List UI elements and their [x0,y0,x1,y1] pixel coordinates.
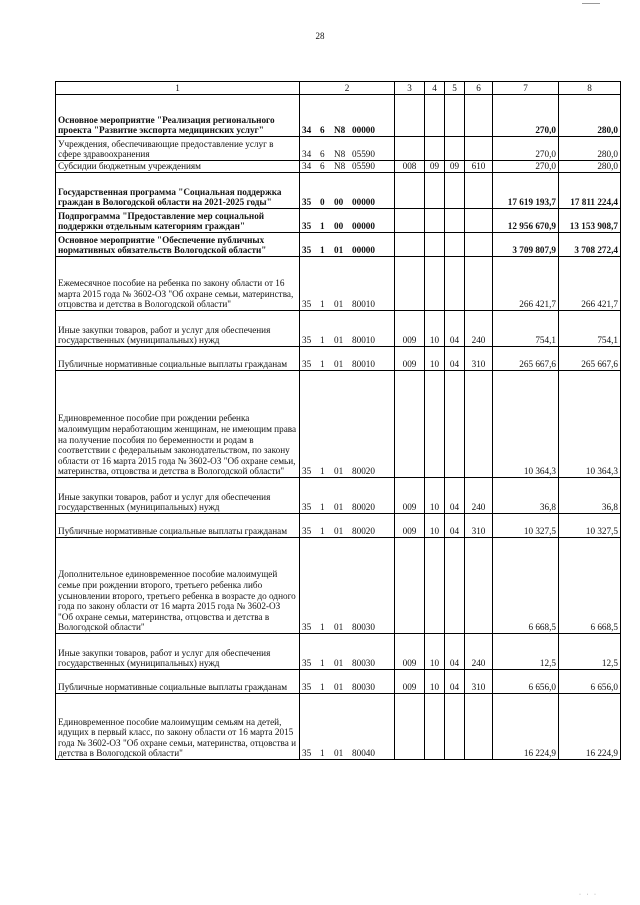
row-value7-cell: 3 709 807,9 [493,233,559,257]
header-cell: 8 [559,82,621,95]
row-col4-cell [425,233,445,257]
table-row [56,209,621,233]
footer-mark: · · · [579,892,598,898]
code-part: 1 [320,658,325,669]
table-row [56,95,621,137]
row-col5-cell [445,233,465,257]
row-col3-cell: 009 [395,670,425,694]
row-col6-cell [465,538,493,634]
row-col5-cell [445,95,465,137]
row-col4-cell [425,694,445,760]
row-col5-cell: 04 [445,478,465,514]
row-col5-cell: 04 [445,347,465,371]
code-part: 34 [302,149,312,160]
row-code-cell [300,209,395,233]
table-row [56,137,621,161]
code-part: 00 [334,197,344,208]
code-part: N8 [334,125,346,136]
row-name-cell: Дополнительное единовременное пособие малоимущей семье при рождении второго, третьего ребенка либо усыновлении второго, третьего ребенка в возрасте до одного года по закону области от 16 марта 2015 года № 3602-ОЗ "Об охране семьи, материнства, отцовства и детства в Вологодской области" [56,538,300,634]
row-col6-cell: 240 [465,478,493,514]
code-part: 1 [320,526,325,537]
code-part: 35 [302,335,312,346]
code-part: 35 [302,526,312,537]
code-part: 01 [334,748,344,759]
row-name-cell: Единовременное пособие при рождении ребенка малоимущим неработающим женщинам, не имеющим права на получение пособия по беременности и родам в соответствии с федеральным законодательством, по закону области от 16 марта 2015 года № 3602-ОЗ "Об охране семьи, материнства, отцовства и детства в Вологодской области" [56,371,300,478]
code-part: 00000 [352,197,375,208]
row-col4-cell [425,209,445,233]
row-name-cell: Публичные нормативные социальные выплаты гражданам [56,347,300,371]
row-col3-cell [395,95,425,137]
code-part: 1 [320,748,325,759]
row-value8-cell: 265 667,6 [559,347,621,371]
row-name-cell: Иные закупки товаров, работ и услуг для обеспечения государственных (муниципальных) нужд [56,311,300,347]
row-value7-cell: 270,0 [493,161,559,173]
row-value8-cell: 17 811 224,4 [559,173,621,209]
row-code-cell [300,257,395,311]
code-part: 34 [302,125,312,136]
code-part: 1 [320,335,325,346]
row-code-cell [300,311,395,347]
row-col4-cell: 10 [425,347,445,371]
row-col6-cell: 310 [465,670,493,694]
header-cell: 2 [300,82,395,95]
row-name-cell: Государственная программа "Социальная поддержка граждан в Вологодской области на 2021-2025 годы" [56,173,300,209]
row-name-cell: Публичные нормативные социальные выплаты гражданам [56,670,300,694]
row-value7-cell: 12 956 670,9 [493,209,559,233]
row-code-cell [300,95,395,137]
budget-table [55,81,621,760]
code-part: 1 [320,245,325,256]
row-col5-cell: 04 [445,311,465,347]
code-part: 1 [320,299,325,310]
table-row [56,173,621,209]
row-col3-cell [395,257,425,311]
row-value7-cell: 10 327,5 [493,514,559,538]
code-part: 80020 [352,466,375,477]
row-code-cell [300,514,395,538]
row-col6-cell [465,257,493,311]
row-col5-cell [445,538,465,634]
row-col5-cell: 09 [445,161,465,173]
code-part: 6 [320,125,325,136]
row-col4-cell: 10 [425,478,445,514]
row-col4-cell: 10 [425,514,445,538]
row-code-cell [300,478,395,514]
row-name-cell: Иные закупки товаров, работ и услуг для обеспечения государственных (муниципальных) нужд [56,634,300,670]
row-code-cell [300,538,395,634]
row-col3-cell [395,371,425,478]
row-value8-cell: 10 364,3 [559,371,621,478]
row-col5-cell: 04 [445,514,465,538]
code-part: N8 [334,149,346,160]
code-part: 1 [320,359,325,370]
row-col3-cell: 009 [395,514,425,538]
row-name-cell: Ежемесячное пособие на ребенка по закону области от 16 марта 2015 года № 3602-ОЗ "Об охране семьи, материнства, отцовства и детства в Вологодской области" [56,257,300,311]
row-col6-cell [465,137,493,161]
row-value7-cell: 270,0 [493,137,559,161]
page-number: 28 [315,31,325,41]
row-code-cell [300,371,395,478]
row-col3-cell [395,538,425,634]
code-part: 01 [334,622,344,633]
code-part: 35 [302,359,312,370]
code-part: 6 [320,161,325,172]
row-col5-cell: 04 [445,634,465,670]
row-code-cell [300,173,395,209]
code-part: N8 [334,161,346,172]
row-name-cell: Публичные нормативные социальные выплаты гражданам [56,514,300,538]
row-name-cell: Основное мероприятие "Реализация регионального проекта "Развитие экспорта медицинских услуг" [56,95,300,137]
code-part: 35 [302,658,312,669]
row-col6-cell [465,95,493,137]
code-part: 80030 [352,658,375,669]
row-value7-cell: 36,8 [493,478,559,514]
row-value7-cell: 17 619 193,7 [493,173,559,209]
row-name-cell: Подпрограмма "Предоставление мер социальной поддержки отдельным категориям граждан" [56,209,300,233]
code-part: 01 [334,245,344,256]
table-row [56,670,621,694]
code-part: 35 [302,299,312,310]
code-part: 1 [320,466,325,477]
row-col5-cell [445,137,465,161]
code-part: 01 [334,466,344,477]
row-code-cell [300,347,395,371]
code-part: 1 [320,221,325,232]
code-part: 80010 [352,299,375,310]
code-part: 80030 [352,682,375,693]
row-col5-cell [445,173,465,209]
code-part: 80010 [352,335,375,346]
code-part: 0 [320,197,325,208]
header-cell: 5 [445,82,465,95]
top-edge-mark [582,0,600,4]
row-col3-cell [395,173,425,209]
header-cell: 4 [425,82,445,95]
row-col4-cell [425,173,445,209]
row-value7-cell: 270,0 [493,95,559,137]
row-col4-cell [425,538,445,634]
row-col4-cell [425,137,445,161]
header-cell: 7 [493,82,559,95]
code-part: 35 [302,466,312,477]
row-col6-cell [465,233,493,257]
code-part: 05590 [352,161,375,172]
row-value7-cell: 754,1 [493,311,559,347]
row-col3-cell: 008 [395,161,425,173]
code-part: 01 [334,658,344,669]
table-row [56,514,621,538]
row-value8-cell: 13 153 908,7 [559,209,621,233]
row-col6-cell [465,209,493,233]
row-value8-cell: 280,0 [559,161,621,173]
code-part: 35 [302,197,312,208]
row-value7-cell: 6 668,5 [493,538,559,634]
table-row [56,311,621,347]
header-cell: 1 [56,82,300,95]
row-value8-cell: 12,5 [559,634,621,670]
row-col6-cell: 310 [465,347,493,371]
row-value8-cell: 10 327,5 [559,514,621,538]
row-name-cell: Иные закупки товаров, работ и услуг для обеспечения государственных (муниципальных) нужд [56,478,300,514]
row-col3-cell: 009 [395,347,425,371]
row-col4-cell [425,95,445,137]
row-col6-cell [465,694,493,760]
table-row [56,233,621,257]
code-part: 35 [302,502,312,513]
code-part: 01 [334,299,344,310]
code-part: 01 [334,682,344,693]
code-part: 80040 [352,748,375,759]
row-col3-cell [395,233,425,257]
row-value8-cell: 6 656,0 [559,670,621,694]
row-col4-cell: 10 [425,311,445,347]
row-code-cell [300,634,395,670]
row-col5-cell [445,371,465,478]
table-row [56,538,621,634]
row-value7-cell: 10 364,3 [493,371,559,478]
code-part: 01 [334,526,344,537]
code-part: 00000 [352,221,375,232]
table-row [56,371,621,478]
code-part: 1 [320,622,325,633]
row-col4-cell: 10 [425,634,445,670]
row-col6-cell [465,173,493,209]
row-col5-cell: 04 [445,670,465,694]
row-value8-cell: 36,8 [559,478,621,514]
table-row [56,347,621,371]
row-value7-cell: 265 667,6 [493,347,559,371]
table-row [56,694,621,760]
row-value8-cell: 280,0 [559,95,621,137]
code-part: 00000 [352,245,375,256]
row-col5-cell [445,209,465,233]
row-col3-cell: 009 [395,478,425,514]
code-part: 01 [334,502,344,513]
header-row [56,82,621,95]
row-col3-cell [395,209,425,233]
row-code-cell [300,137,395,161]
code-part: 1 [320,502,325,513]
row-value8-cell: 16 224,9 [559,694,621,760]
row-col6-cell [465,371,493,478]
row-name-cell: Единовременное пособие малоимущим семьям на детей, идущих в первый класс, по закону области от 16 марта 2015 года № 3602-ОЗ "Об охране семьи, материнства, отцовства и детства в Вологодской области" [56,694,300,760]
row-col4-cell: 10 [425,670,445,694]
row-value8-cell: 266 421,7 [559,257,621,311]
code-part: 6 [320,149,325,160]
table-row [56,161,621,173]
row-code-cell [300,161,395,173]
code-part: 80010 [352,359,375,370]
row-code-cell [300,694,395,760]
row-name-cell: Субсидии бюджетным учреждениям [56,161,300,173]
row-col6-cell: 610 [465,161,493,173]
row-value8-cell: 6 668,5 [559,538,621,634]
code-part: 34 [302,161,312,172]
row-col5-cell [445,694,465,760]
row-name-cell: Учреждения, обеспечивающие предоставление услуг в сфере здравоохранения [56,137,300,161]
header-cell: 6 [465,82,493,95]
code-part: 00000 [352,125,375,136]
header-cell: 3 [395,82,425,95]
table-row [56,634,621,670]
code-part: 35 [302,748,312,759]
code-part: 00 [334,221,344,232]
row-col4-cell [425,257,445,311]
code-part: 80020 [352,526,375,537]
row-name-cell: Основное мероприятие "Обеспечение публичных нормативных обязательств Вологодской области" [56,233,300,257]
row-col3-cell: 009 [395,311,425,347]
row-value8-cell: 280,0 [559,137,621,161]
row-col3-cell [395,137,425,161]
row-value7-cell: 12,5 [493,634,559,670]
row-col6-cell: 310 [465,514,493,538]
row-value8-cell: 3 708 272,4 [559,233,621,257]
row-code-cell [300,670,395,694]
code-part: 1 [320,682,325,693]
row-col4-cell: 09 [425,161,445,173]
code-part: 80020 [352,502,375,513]
row-value7-cell: 266 421,7 [493,257,559,311]
row-value7-cell: 6 656,0 [493,670,559,694]
table-row [56,478,621,514]
row-value7-cell: 16 224,9 [493,694,559,760]
code-part: 35 [302,221,312,232]
row-code-cell [300,233,395,257]
code-part: 35 [302,245,312,256]
code-part: 01 [334,335,344,346]
row-col3-cell [395,694,425,760]
row-col6-cell: 240 [465,311,493,347]
row-value8-cell: 754,1 [559,311,621,347]
table-row [56,257,621,311]
code-part: 05590 [352,149,375,160]
row-col6-cell: 240 [465,634,493,670]
code-part: 01 [334,359,344,370]
code-part: 35 [302,682,312,693]
code-part: 80030 [352,622,375,633]
row-col5-cell [445,257,465,311]
code-part: 35 [302,622,312,633]
row-col4-cell [425,371,445,478]
row-col3-cell: 009 [395,634,425,670]
